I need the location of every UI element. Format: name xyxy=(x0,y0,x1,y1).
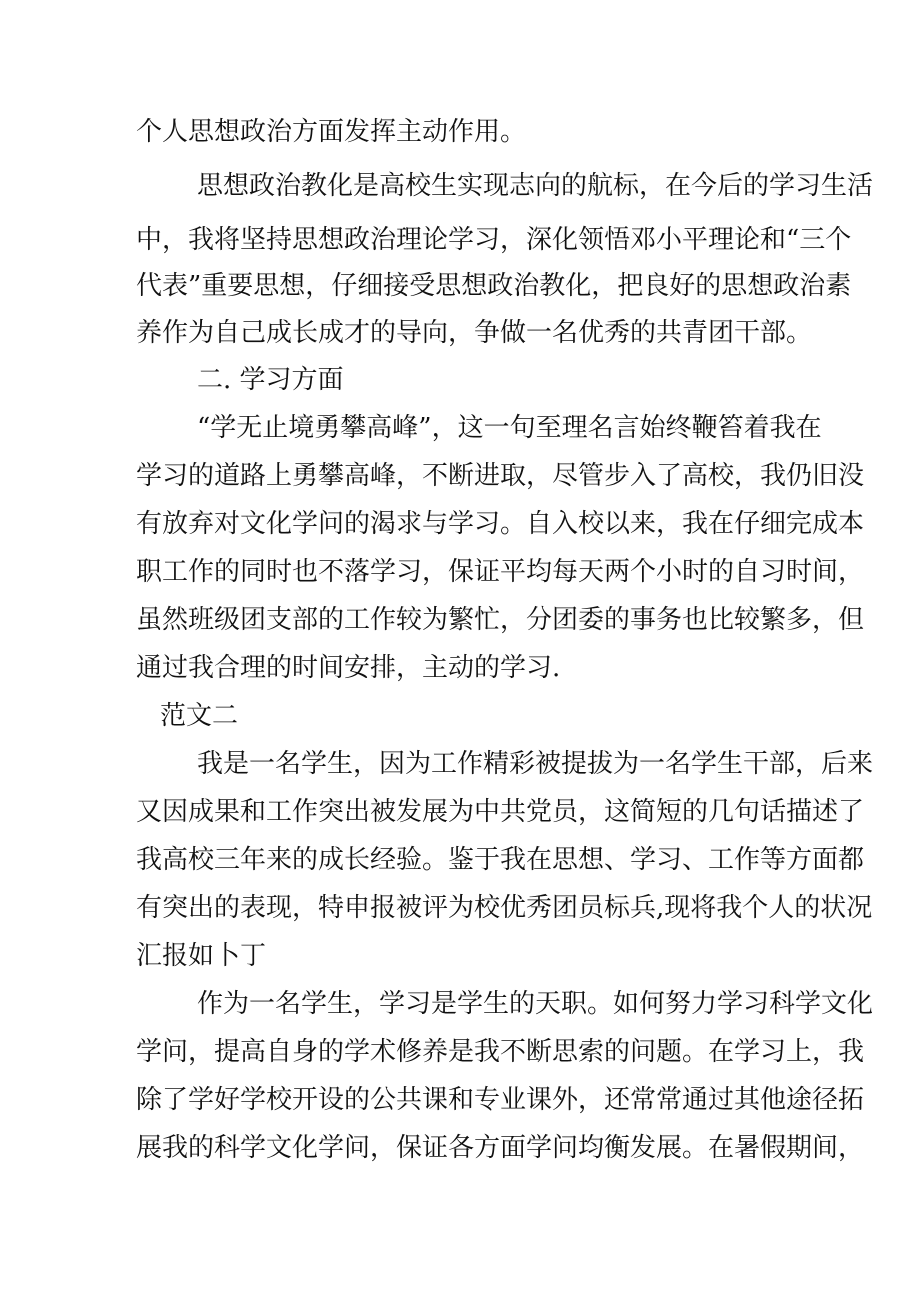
text-line: 汇报如卜丁 xyxy=(136,941,267,971)
text-line: 个人思想政治方面发挥主动作用。 xyxy=(136,117,527,147)
text-line: 作为一名学生，学习是学生的天职。如何努力学习科学文化 xyxy=(197,989,874,1019)
text-line: 学问，提高自身的学术修养是我不断思索的问题。在学习上，我 xyxy=(136,1037,865,1067)
text-line: 有突出的表现，特申报被评为校优秀团员标兵,现将我个人的状况 xyxy=(136,893,873,923)
text-line: 通过我合理的时间安排，主动的学习. xyxy=(136,653,561,683)
text-line: 我高校三年来的成长经验。鉴于我在思想、学习、工作等方面都 xyxy=(136,845,865,875)
section-heading: 二. 学习方面 xyxy=(197,365,344,395)
text-line: 有放弃对文化学问的渴求与学习。自入校以来，我在仔细完成本 xyxy=(136,509,865,539)
text-line: 展我的科学文化学问，保证各方面学问均衡发展。在暑假期间， xyxy=(136,1133,865,1163)
text-line: 职工作的同时也不落学习，保证平均每天两个小时的自习时间， xyxy=(136,557,865,587)
section-heading: 范文二 xyxy=(160,701,239,731)
text-line: 我是一名学生，因为工作精彩被提拔为一名学生干部，后来 xyxy=(197,749,874,779)
text-line: 除了学好学校开设的公共课和专业课外，还常常通过其他途径拓 xyxy=(136,1085,865,1115)
text-line: 学习的道路上勇攀高峰，不断进取，尽管步入了高校，我仍旧没 xyxy=(136,461,865,491)
text-line: 代表”重要思想，仔细接受思想政治教化，把良好的思想政治素 xyxy=(136,271,852,301)
text-line: “学无止境勇攀高峰”，这一句至理名言始终鞭笞着我在 xyxy=(197,413,822,443)
text-line: 虽然班级团支部的工作较为繁忙，分团委的事务也比较繁多，但 xyxy=(136,605,865,635)
text-line: 养作为自己成长成才的导向，争做一名优秀的共青团干部。 xyxy=(136,318,813,348)
text-line: 思想政治教化是高校生实现志向的航标，在今后的学习生活 xyxy=(197,171,874,201)
text-line: 中，我将坚持思想政治理论学习，深化领悟邓小平理论和“三个 xyxy=(136,225,852,255)
text-line: 又因成果和工作突出被发展为中共党员，这简短的几句话描述了 xyxy=(136,797,865,827)
